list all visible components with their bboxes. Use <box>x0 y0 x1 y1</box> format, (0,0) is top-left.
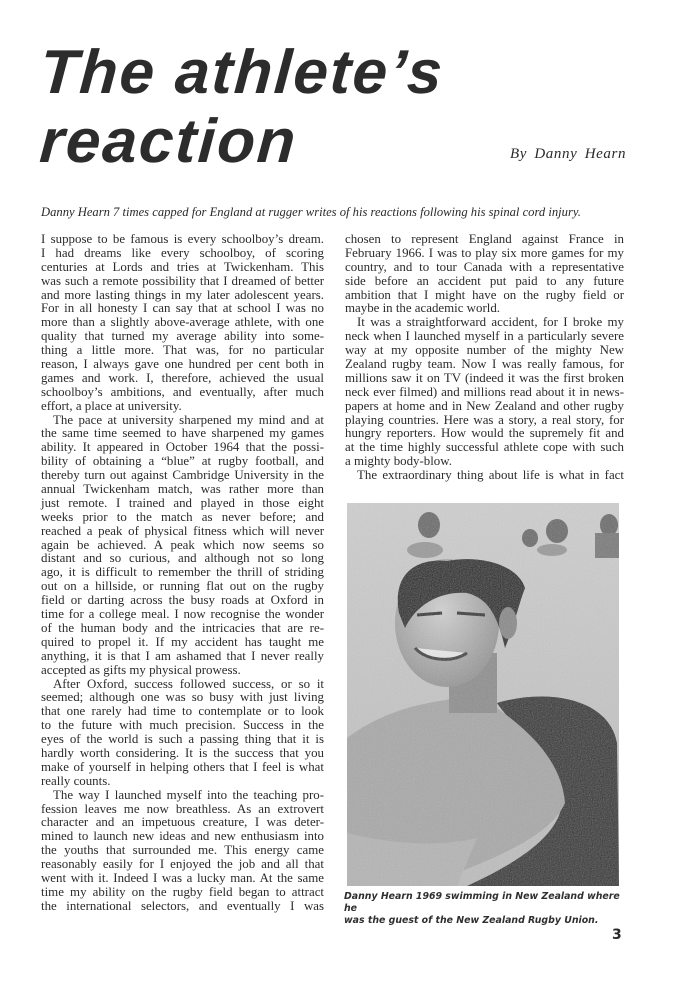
article-title-line-1: The athlete’s <box>37 38 447 107</box>
body-text-line: I suppose to be famous is every schoolboy’s dream. <box>41 232 324 246</box>
body-text-line: reason, I always gave one hundred per cent both in <box>41 357 324 372</box>
ear <box>499 607 517 639</box>
body-text-line: effort, a place at university. <box>41 398 182 413</box>
body-text-line: reasonably easily for I enjoyed the job and all that <box>41 857 324 872</box>
body-text-line: The way I launched myself into the teaching pro- <box>53 787 324 802</box>
body-text-line: really counts. <box>41 773 111 788</box>
body-text-line: time for a college meal. I now recognise the wonder <box>41 607 324 622</box>
body-text-line: The pace at university sharpened my mind and at <box>53 412 324 427</box>
body-text-line: neck ever filmed) and millions read about it in news- <box>345 384 624 399</box>
body-text-line: quality that turned my average ability into some- <box>41 329 324 344</box>
body-text-line: character and an impetuous creature, I was deter- <box>41 815 324 830</box>
left-column <box>41 233 324 914</box>
body-text-line: quired to propel it. If my accident has taught me <box>41 634 324 649</box>
body-text-line: For in all honesty I can say that at school I was no <box>41 301 324 316</box>
body-text-line: games and work. I, therefore, achieved the usual <box>41 370 324 385</box>
body-text-line: the youths that surrounded me. This energy came <box>41 843 324 858</box>
body-text-line: of the human body and the intricacies that are re- <box>41 620 324 635</box>
body-text-line: again be achieved. A peak which now seems so <box>41 537 324 552</box>
photo-caption <box>344 891 624 927</box>
right-column <box>345 233 624 483</box>
body-text-line: the international selectors, and eventually I was <box>41 898 324 913</box>
body-text-line: make of yourself in helping others that I feel is what <box>41 759 324 774</box>
standfirst: Danny Hearn 7 times capped for England at rugger writes of his reactions following his spinal cord injury. <box>41 205 581 219</box>
body-text-line: The extraordinary thing about life is what in fact <box>357 468 624 483</box>
body-text-line: a mighty body-blow. <box>345 454 452 469</box>
body-text-line: field or darting across the busy roads at Oxford in <box>41 593 324 608</box>
body-text-line: more than a slightly above-average athlete, with one <box>41 315 324 330</box>
body-text-line: seemed; although one was so busy with just living <box>41 690 324 705</box>
body-text-line: side before an accident put paid to any future <box>345 273 624 288</box>
article-title-line-2: reaction <box>37 107 300 176</box>
body-text-line: weeks prior to the match as never before; and <box>41 509 324 524</box>
body-text-line: chosen to represent England against France in <box>345 232 624 246</box>
body-text-line: mined to launch new ideas and new enthusiasm into <box>41 829 324 844</box>
body-text-line: hardly worth considering. It is the success that you <box>41 745 324 760</box>
body-text-line: time my ability on the rugby field began to attract <box>41 884 324 899</box>
body-text-line: to the future with much precision. Success in the <box>41 718 324 733</box>
body-text-line: ambition that I might have on the rugby field or <box>345 287 624 302</box>
body-text-line: just remote. I trained and played in those eight <box>41 495 324 510</box>
body-text-line: way at my opposite number of the mighty New <box>345 343 624 358</box>
article-photo <box>347 503 619 886</box>
body-text-line: hungry reporters. How would the supremely fit and <box>345 426 624 441</box>
body-text-line: ago, it is difficult to remember the thrill of striding <box>41 565 324 580</box>
body-text-line: millions saw it on TV (indeed it was the first broken <box>345 370 624 385</box>
body-text-line: at the time highly successful athlete cope with such <box>345 440 624 455</box>
photo-caption-line-2: was the guest of the New Zealand Rugby Union. <box>344 915 599 926</box>
body-text-line: Zealand rugby team. Now I was really famous, for <box>345 357 624 372</box>
body-text-line: centuries at Lords and tries at Twickenham. This <box>41 259 324 274</box>
body-text-line: was such a remote possibility that I dreamed of better <box>41 273 324 288</box>
photo-illustration <box>347 503 619 886</box>
body-text-line: and more lasting things in my later adolescent years. <box>41 287 324 302</box>
body-text-line: playing countries. Here was a story, a real story, for <box>345 412 624 427</box>
body-text-line: annual Twickenham match, was rather more than <box>41 482 324 497</box>
body-text-line: thereby turn out against Cambridge University in the <box>41 468 324 483</box>
body-text-line: papers at home and in New Zealand and other rugby <box>345 398 624 413</box>
body-text-line: that one rarely had time to contemplate or to look <box>41 704 324 719</box>
byline: By Danny Hearn <box>510 146 627 162</box>
body-text-line: It was a straightforward accident, for I broke my <box>357 315 624 330</box>
photo-caption-line-1: Danny Hearn 1969 swimming in New Zealand where he <box>344 891 620 914</box>
body-text-line: I had dreams like every schoolboy, of scoring <box>41 245 324 260</box>
body-text-line: anything, it is that I am ashamed that I never really <box>41 648 324 663</box>
body-text-line: out on a hillside, or running flat out on the rugby <box>41 579 324 594</box>
page-number: 3 <box>612 927 622 943</box>
body-text-line: country, and to tour Canada with a representative <box>345 259 624 274</box>
body-text-line: neck when I launched myself in a particularly severe <box>345 329 624 344</box>
body-text-line: February 1966. I was to play six more games for my <box>345 245 624 260</box>
body-text-line: fession leaves me now breathless. As an extrovert <box>41 801 324 816</box>
body-text-line: distant and so curious, and although not so long <box>41 551 324 566</box>
body-text-line: ability. It appeared in October 1964 that the possi- <box>41 440 324 455</box>
body-text-line: eyes of the world is such a passing thing that it is <box>41 732 324 747</box>
body-text-line: After Oxford, success followed success, or so it <box>53 676 324 691</box>
body-text-line: reached a peak of physical fitness which will never <box>41 523 324 538</box>
body-text-line: went with it. Indeed I was a lucky man. At the same <box>41 870 324 885</box>
body-text-line: accepted as gifts my physical prowess. <box>41 662 241 677</box>
body-text-line: maybe in the academic world. <box>345 301 500 316</box>
body-text-line: the same time seemed to have sharpened my games <box>41 426 324 441</box>
body-text-line: bility of obtaining a “blue” at rugby football, and <box>41 454 324 469</box>
body-text-line: schoolboy’s ambitions, and eventually, after much <box>41 384 324 399</box>
body-text-line: thing a little more. That was, for no particular <box>41 343 324 358</box>
